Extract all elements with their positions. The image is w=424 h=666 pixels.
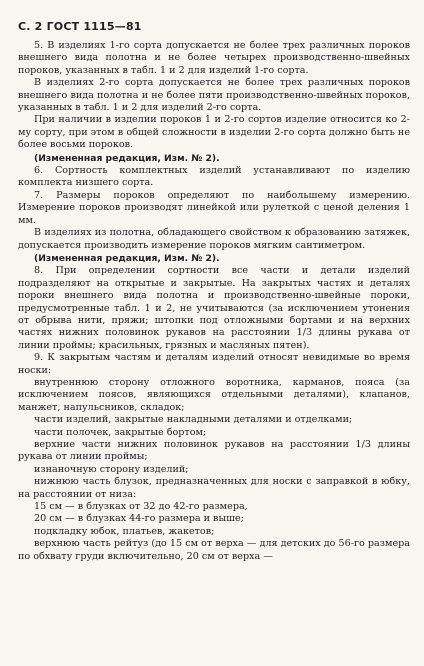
list-item: нижнюю часть блузок, предназначенных для носки с заправкой в юбку, на расстоянии от низа: <box>18 476 410 500</box>
paragraph-5: 5. В изделиях 1-го сорта допускается не более трех различных пороков внешнего вида полотна и не более четырех производственно-швейных пороков, указанных в табл. 1 и 2 для изделий 1-го сорта. <box>18 40 410 76</box>
list-item: верхнюю часть рейтуз (до 15 см от верха — для детских до 56-го размера по обхвату груди включительно, 20 см от верха — <box>18 538 410 562</box>
document-body <box>18 40 410 563</box>
paragraph-7-snags: В изделиях из полотна, обладающего свойством к образованию затяжек, допускается производить измерение пороков мягким сантиметром. <box>18 227 410 251</box>
page-header: С. 2 ГОСТ 1115—81 <box>18 20 142 33</box>
amendment-note: (Измененная редакция, Изм. № 2). <box>34 252 220 264</box>
list-item: изнаночную сторону изделий; <box>34 463 189 475</box>
list-item: верхние части нижних половинок рукавов на расстоянии 1/3 длины рукава от линии проймы; <box>18 439 410 463</box>
list-item: части полочек, закрытые бортом; <box>34 426 207 438</box>
paragraph-5-mixed-defects: При наличии в изделии пороков 1 и 2-го сортов изделие относится ко 2-му сорту, при этом в общей сложности в изделии 2-го сорта должно быть не более восьми пороков. <box>18 114 410 151</box>
list-item: внутреннюю сторону отложного воротника, карманов, пояса (за исключением поясов, являющихся отдельными деталями), клапанов, манжет, напульсников, складок; <box>18 376 410 413</box>
list-item: части изделий, закрытые накладными деталями и отделками; <box>34 414 353 426</box>
paragraph-9: 9. К закрытым частям и деталям изделий относят невидимые во время носки: <box>18 352 410 376</box>
list-item: 15 см — в блузках от 32 до 42-го размера, <box>34 501 248 513</box>
amendment-note: (Измененная редакция, Изм. № 2). <box>34 152 220 164</box>
paragraph-6: 6. Сортность комплектных изделий устанавливают по изделию комплекта низшего сорта. <box>18 165 410 189</box>
list-item: подкладку юбок, платьев, жакетов; <box>34 525 215 537</box>
paragraph-7: 7. Размеры пороков определяют по наибольшему измерению. Измерение пороков производят линейкой или рулеткой с ценой деления 1 мм. <box>18 189 410 226</box>
list-item: 20 см — в блузках 44-го размера и выше; <box>34 513 244 525</box>
paragraph-8: 8. При определении сортности все части и детали изделий подразделяют на открытые и закрытые. На закрытых частях и деталях пороки внешнего вида полотна и производственно-швейные пороки, предусмотренные табл. 1 и 2, не учитываются (за исключением утонения от обрыва нити, пряжи; штопки под отложными бортами и на верхних частях нижних половинок рукавов на расстоянии 1/3 длины рукава от линии проймы; красильных, грязных и масляных пятен). <box>18 265 410 351</box>
paragraph-5-second-grade: В изделиях 2-го сорта допускается не более трех различных пороков внешнего вида полотна и не более пяти производственно-швейных пороков, указанных в табл. 1 и 2 для изделий 2-го сорта. <box>18 77 410 114</box>
